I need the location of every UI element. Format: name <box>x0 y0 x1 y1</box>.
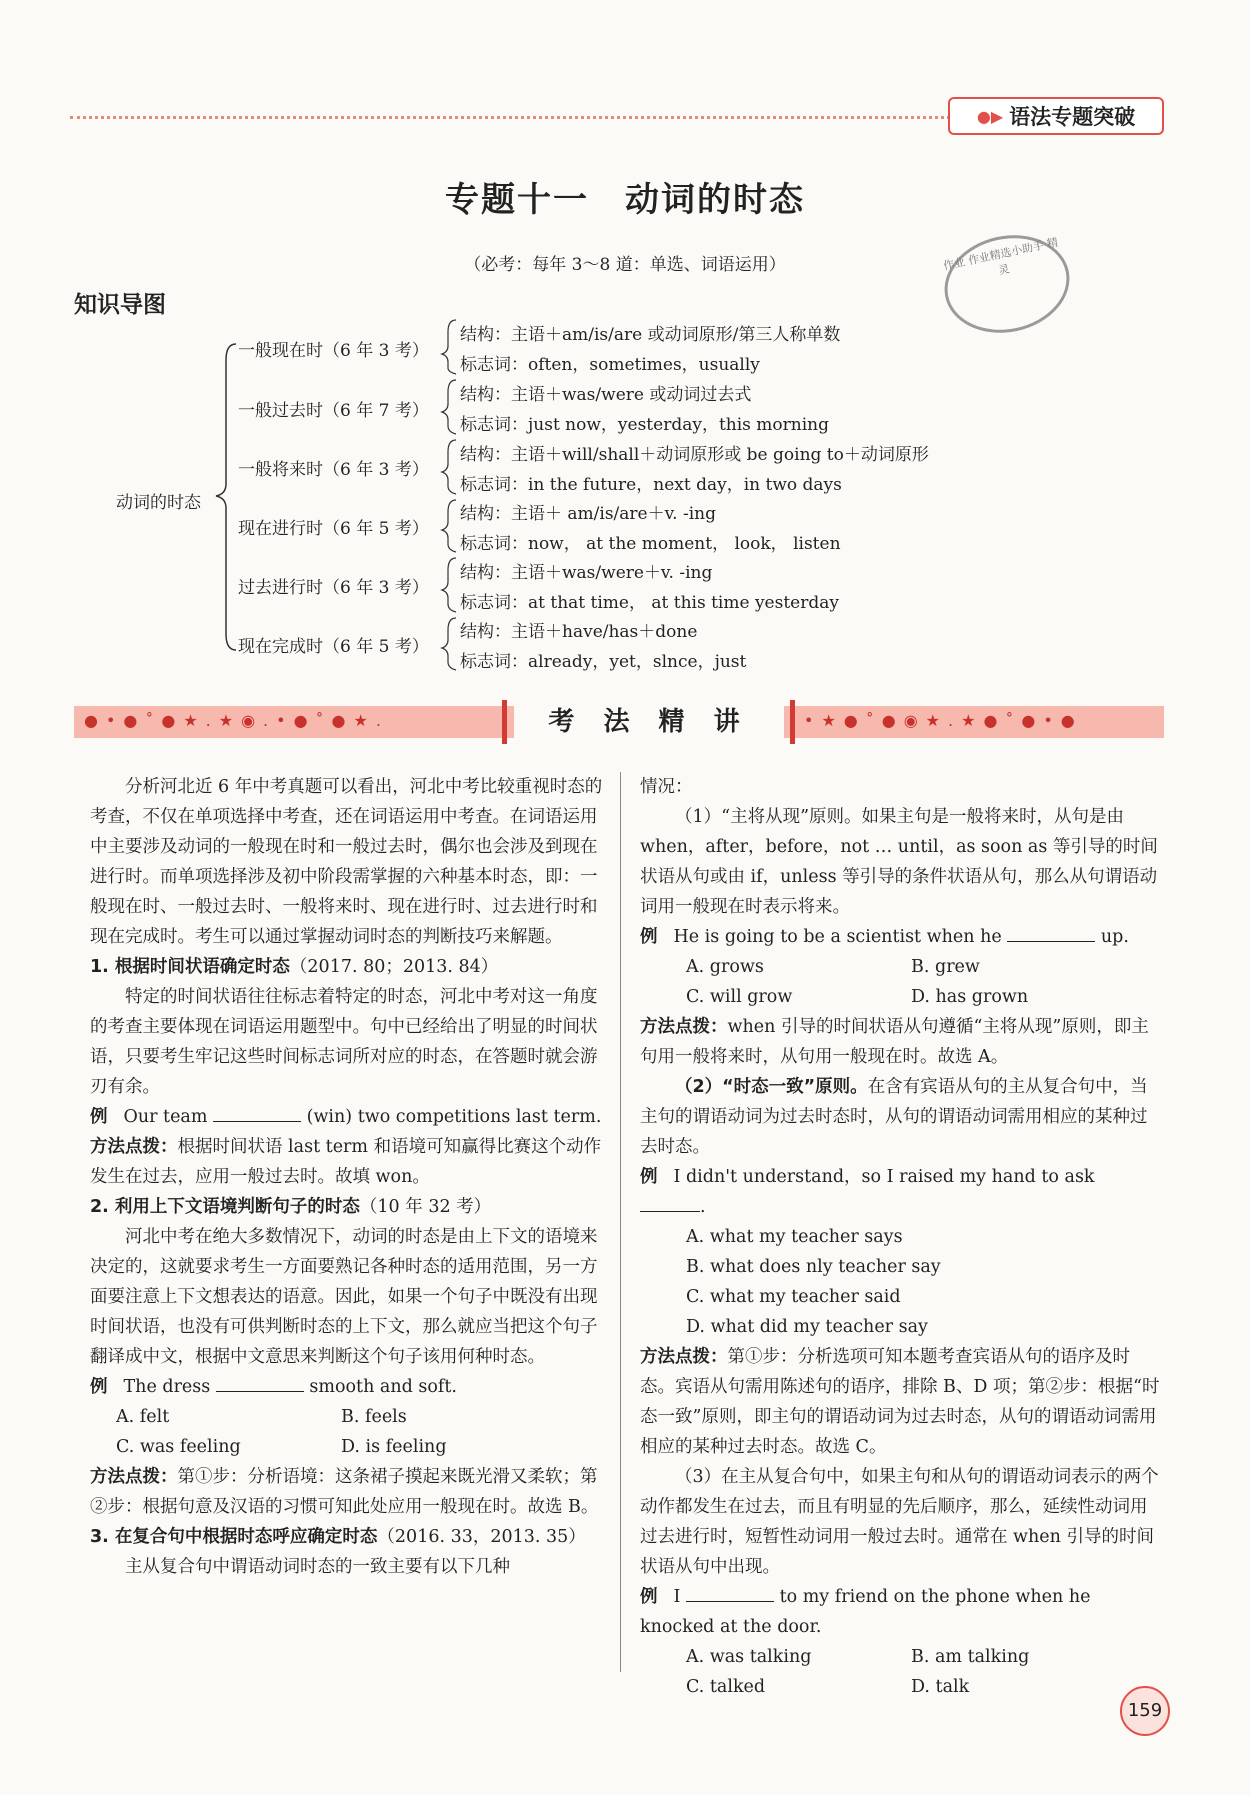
example: 例 Our team (win) two competitions last term. <box>90 1107 602 1127</box>
tense-label: 一般过去时（6 年 7 考） <box>238 401 429 421</box>
tense-label: 现在完成时（6 年 5 考） <box>238 637 429 657</box>
section-heading: 3. 在复合句中根据时态呼应确定时态（2016. 33，2013. 35） <box>90 1527 586 1547</box>
method-tip: 方法点拨：第①步：分析选项可知本题考查宾语从句的语序及时态。宾语从句需用陈述句的语序，排除 B、D 项；第②步：根据“时态一致”原则，即主句的谓语动词为过去时态，从句的谓语动词需用相应的某种过去时态。故选 C。 <box>640 1347 1160 1457</box>
option[interactable]: A. what my teacher says <box>686 1227 903 1247</box>
mindmap-root: 动词的时态 <box>116 493 201 513</box>
option[interactable]: C. what my teacher said <box>686 1287 901 1307</box>
option[interactable]: C. talked <box>686 1677 766 1697</box>
tense-label: 现在进行时（6 年 5 考） <box>238 519 429 539</box>
options-row <box>90 1432 610 1462</box>
page-subtitle: （必考：每年 3～8 道：单选、词语运用） <box>464 255 786 275</box>
page-title: 专题十一 动词的时态 <box>445 180 805 220</box>
banner-decoration-icon: ●•●˚●★.★◉.•●˚●★. <box>84 711 389 730</box>
paragraph: 情况： <box>640 777 693 797</box>
example: 例 The dress smooth and soft. <box>90 1377 457 1397</box>
option[interactable]: A. was talking <box>686 1647 812 1667</box>
structure-line: 结构：主语＋have/has＋done <box>460 622 698 642</box>
paragraph: 特定的时间状语往往标志着特定的时态，河北中考对这一角度的考查主要体现在词语运用题型中。句中已经给出了明显的时间状语，只要考生牢记这些时间标志词所对应的时态，在答题时就会游刃有余。 <box>90 987 598 1097</box>
option[interactable]: C. was feeling <box>116 1437 241 1457</box>
intro-paragraph: 分析河北近 6 年中考真题可以看出，河北中考比较重视时态的考查，不仅在单项选择中考查，还在词语运用中考查。在词语运用中主要涉及动词的一般现在时和一般过去时，偶尔也会涉及到现在进行时。而单项选择涉及初中阶段需掌握的六种基本时态，即：一般现在时、一般过去时、一般将来时、现在进行时、过去进行时和现在完成时。考生可以通过掌握动词时态的判断技巧来解题。 <box>90 777 603 947</box>
example: 例 I to my friend on the phone when he knocked at the door. <box>640 1587 1091 1637</box>
arrow-icon: ●▶ <box>976 106 1004 126</box>
column-divider <box>620 772 621 1672</box>
signal-line: 标志词：often，sometimes，usually <box>460 355 760 375</box>
option[interactable]: D. talk <box>911 1677 970 1697</box>
answer-blank[interactable] <box>640 1195 700 1212</box>
paragraph: （3）在主从复合句中，如果主句和从句的谓语动词表示的两个动作都发生在过去，而且有明显的先后顺序，那么，延续性动词用过去进行时，短暂性动词用一般过去时。通常在 when 引导的时间状语从句中出现。 <box>640 1467 1159 1577</box>
paragraph: 主从复合句中谓语动词时态的一致主要有以下几种 <box>125 1557 510 1577</box>
section-badge: ●▶ 语法专题突破 <box>948 97 1164 135</box>
option[interactable]: B. grew <box>911 957 980 977</box>
banner-bar <box>790 700 795 744</box>
answer-blank[interactable] <box>1007 925 1095 942</box>
signal-line: 标志词：just now，yesterday，this morning <box>460 415 829 435</box>
section-banner <box>74 706 1164 738</box>
example: 例 I didn't understand，so I raised my hand to ask . <box>640 1167 1095 1217</box>
signal-line: 标志词：now， at the moment， look， listen <box>460 534 841 554</box>
signal-line: 标志词：at that time， at this time yesterday <box>460 593 839 613</box>
option[interactable]: C. will grow <box>686 987 793 1007</box>
banner-decoration-icon: •★●˚●◉★.★●˚●•● <box>804 711 1083 730</box>
option[interactable]: D. what did my teacher say <box>686 1317 928 1337</box>
method-tip: 方法点拨：根据时间状语 last term 和语境可知赢得比赛这个动作发生在过去，应用一般过去时。故填 won。 <box>90 1137 602 1187</box>
tense-label: 过去进行时（6 年 3 考） <box>238 578 429 598</box>
answer-blank[interactable] <box>216 1375 304 1392</box>
options-list <box>640 1222 1160 1342</box>
answer-blank[interactable] <box>213 1105 301 1122</box>
structure-line: 结构：主语＋ am/is/are＋v. -ing <box>460 504 717 524</box>
stamp-logo: 作业 作业精选小助手 精灵 <box>935 224 1078 344</box>
section-heading: 1. 根据时间状语确定时态（2017. 80；2013. 84） <box>90 957 499 977</box>
signal-line: 标志词：in the future，next day，in two days <box>460 475 842 495</box>
method-tip: 方法点拨：when 引导的时间状语从句遵循“主将从现”原则，即主句用一般将来时，从句用一般现在时。故选 A。 <box>640 1017 1149 1067</box>
option[interactable]: D. is feeling <box>341 1437 447 1457</box>
example: 例 He is going to be a scientist when he up. <box>640 927 1129 947</box>
options-row <box>640 952 1160 982</box>
options-row <box>640 982 1160 1012</box>
structure-line: 结构：主语＋am/is/are 或动词原形/第三人称单数 <box>460 325 841 345</box>
options-row <box>90 1402 610 1432</box>
tense-label: 一般现在时（6 年 3 考） <box>238 341 429 361</box>
option[interactable]: A. felt <box>116 1407 170 1427</box>
paragraph: 河北中考在绝大多数情况下，动词的时态是由上下文的语境来决定的，这就要求考生一方面要熟记各种时态的适用范围，另一方面要注意上下文想表达的语意。因此，如果一个句子中既没有出现时间状语，也没有可供判断时态的上下文，那么就应当把这个句子翻译成中文，根据中文意思来判断这个句子该用何种时态。 <box>90 1227 598 1367</box>
signal-line: 标志词：already，yet，slnce，just <box>460 652 747 672</box>
right-column <box>640 772 1160 1702</box>
structure-line: 结构：主语＋will/shall＋动词原形或 be going to＋动词原形 <box>460 445 929 465</box>
section-heading: 2. 利用上下文语境判断句子的时态（10 年 32 考） <box>90 1197 492 1217</box>
answer-blank[interactable] <box>686 1585 774 1602</box>
mindmap-heading: 知识导图 <box>74 292 166 318</box>
option[interactable]: B. am talking <box>911 1647 1030 1667</box>
options-row <box>640 1672 1160 1702</box>
options-row <box>640 1642 1160 1672</box>
option[interactable]: D. has grown <box>911 987 1029 1007</box>
structure-line: 结构：主语＋was/were 或动词过去式 <box>460 385 752 405</box>
paragraph: （2）“时态一致”原则。在含有宾语从句的主从复合句中，当主句的谓语动词为过去时态时，从句的谓语动词需用相应的某种过去时态。 <box>640 1077 1148 1157</box>
option[interactable]: A. grows <box>686 957 764 977</box>
banner-bar <box>502 700 507 744</box>
method-tip: 方法点拨：第①步：分析语境：这条裙子摸起来既光滑又柔软；第②步：根据句意及汉语的习惯可知此处应用一般现在时。故选 B。 <box>90 1467 599 1517</box>
tense-label: 一般将来时（6 年 3 考） <box>238 460 429 480</box>
left-column <box>90 772 610 1582</box>
option[interactable]: B. feels <box>341 1407 407 1427</box>
paragraph: （1）“主将从现”原则。如果主句是一般将来时，从句是由 when，after，before，not … until，as soon as 等引导的时间状语从句或由 if，unless 等引导的条件状语从句，那么从句谓语动词用一般现在时表示将来。 <box>640 807 1158 917</box>
option[interactable]: B. what does nly teacher say <box>686 1257 941 1277</box>
banner-title: 考 法 精 讲 <box>514 696 784 748</box>
page-number: 159 <box>1120 1686 1170 1736</box>
structure-line: 结构：主语＋was/were＋v. -ing <box>460 563 713 583</box>
